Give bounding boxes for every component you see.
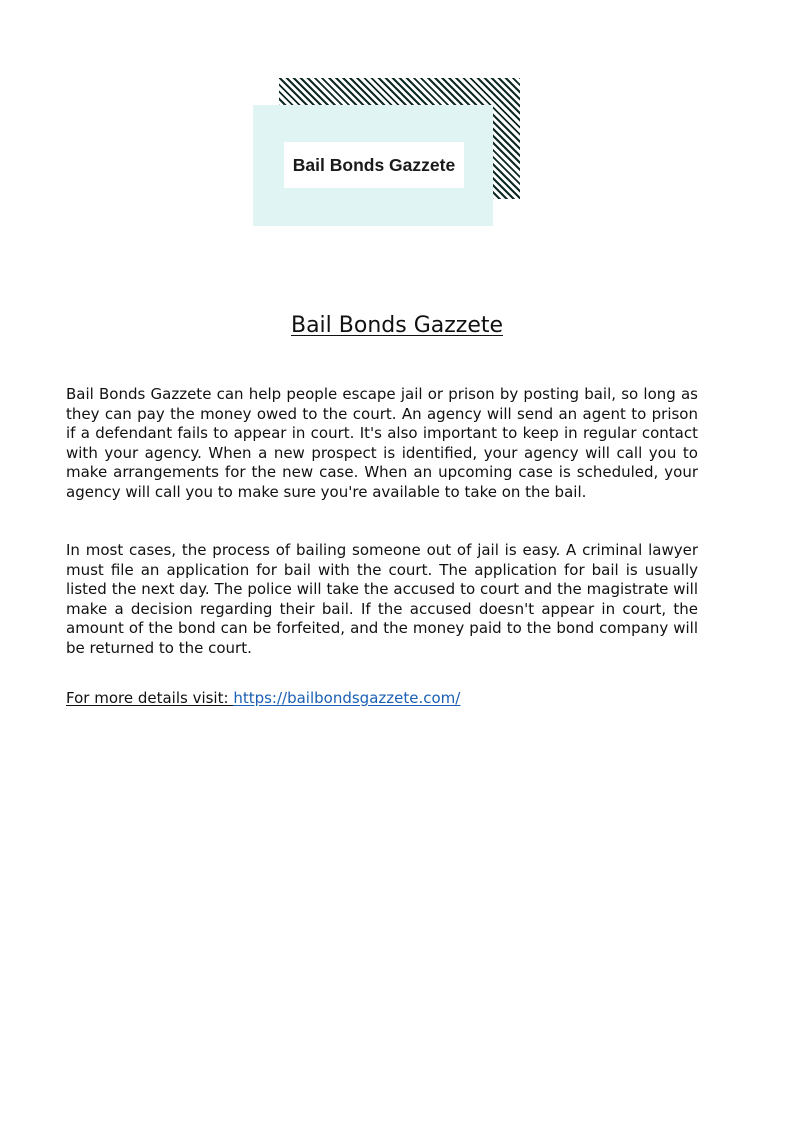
document-title: Bail Bonds Gazzete (290, 313, 504, 338)
body-paragraph-1: Bail Bonds Gazzete can help people escape jail or prison by posting bail, so long as they can pay the money owed to the court. An agency will send an agent to prison if a defendant fails to appear in court. It's also important to keep in regular contact with your agency. When a new prospect is identified, your agency will call you to make arrangements for the new case. When an upcoming case is scheduled, your agency will call you to make sure you're available to take on the bail. (66, 385, 698, 501)
logo (253, 78, 520, 226)
logo-text: Bail Bonds Gazzete (292, 154, 456, 175)
more-details-label: For more details visit: (66, 689, 234, 707)
logo-panel (253, 105, 493, 226)
website-link[interactable]: https://bailbondsgazzete.com/ (233, 689, 461, 707)
logo-text-box (284, 142, 464, 188)
body-paragraph-2: In most cases, the process of bailing someone out of jail is easy. A criminal lawyer must file an application for bail with the court. The application for bail is usually listed the next day. The police will take the accused to court and the magistrate will make a decision regarding their bail. If the accused doesn't appear in court, the amount of the bond can be forfeited, and the money paid to the bond company will be returned to the court. (66, 541, 698, 657)
more-details-line (66, 688, 460, 708)
